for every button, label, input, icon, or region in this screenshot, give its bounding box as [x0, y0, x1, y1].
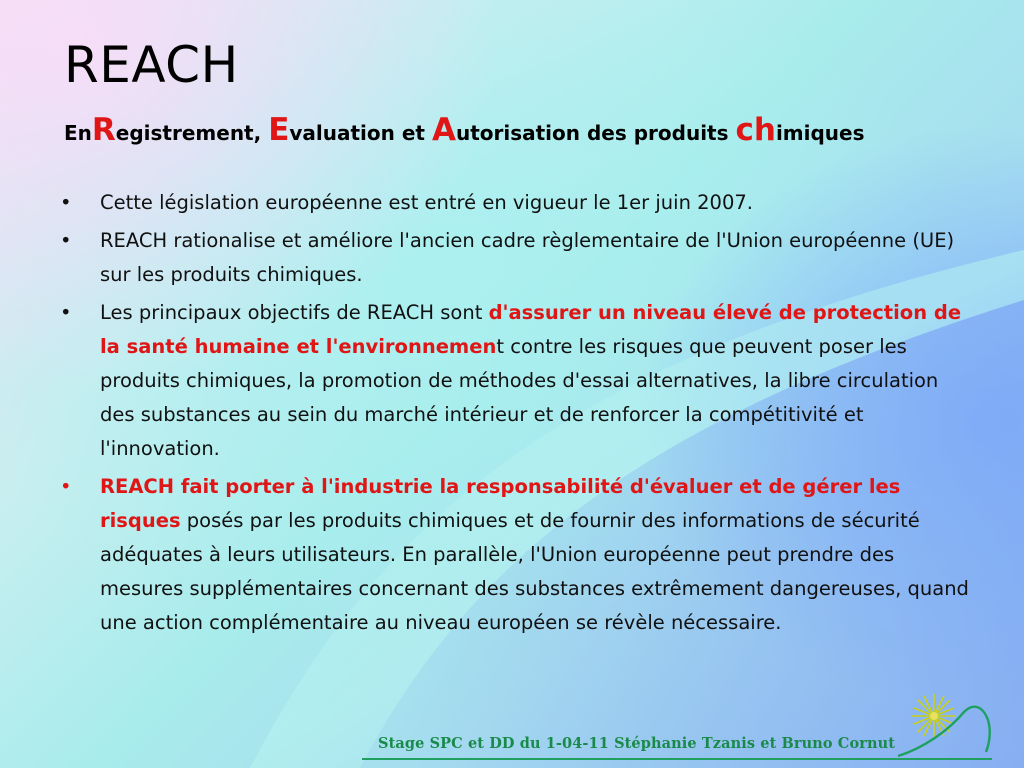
slide-title: REACH: [64, 36, 239, 94]
subtitle-initial-r: R: [91, 112, 116, 148]
subtitle-part: valuation et: [289, 121, 432, 145]
subtitle-part: En: [64, 121, 92, 145]
sun-mountain-logo-icon: [894, 690, 994, 760]
bullet-item: [60, 186, 975, 220]
bullet-marker-red: •: [60, 475, 72, 498]
slide-subtitle: [64, 112, 865, 149]
bullet-text: REACH rationalise et améliore l'ancien cadre règlementaire de l'Union européenne (UE) sur les produits chimiques.: [100, 229, 955, 286]
bullet-text-emphasis: REACH fait porter à l'industrie la responsabilité d'évaluer et de gérer les risques: [100, 475, 901, 532]
bullet-item: [60, 224, 975, 292]
bullet-item: [60, 470, 975, 640]
bullet-text-emphasis: d'assurer un niveau élevé de protection de la santé humaine et l'environnemen: [100, 301, 962, 358]
bullet-marker: •: [60, 191, 72, 214]
bullet-item: [60, 296, 975, 466]
bullet-marker: •: [60, 301, 72, 324]
subtitle-part: utorisation des produits: [455, 121, 736, 145]
bullet-text: t contre les risques que peuvent poser les produits chimiques, la promotion de méthodes d'essai alternatives, la libre circulation des substances au sein du marché intérieur et de renforcer la compétitivité et l'innovation.: [100, 335, 939, 460]
bullet-text: posés par les produits chimiques et de fournir des informations de sécurité adéquates à leurs utilisateurs. En parallèle, l'Union européenne peut prendre des mesures supplémentaires concernant des substances extrêmement dangereuses, quand une action complémentaire au niveau européen se révèle nécessaire.: [100, 509, 969, 634]
subtitle-part: imiques: [775, 121, 865, 145]
bullet-text: Les principaux objectifs de REACH sont: [100, 301, 489, 324]
bullet-text: Cette législation européenne est entré en vigueur le 1er juin 2007.: [100, 191, 753, 214]
subtitle-part: egistrement,: [115, 121, 269, 145]
bullet-marker: •: [60, 229, 72, 252]
subtitle-initial-e: E: [268, 112, 290, 148]
subtitle-initial-a: A: [431, 112, 456, 148]
subtitle-initial-ch: ch: [735, 112, 776, 148]
bullet-list: [60, 186, 975, 644]
footer-credits: Stage SPC et DD du 1-04-11 Stéphanie Tzanis et Bruno Cornut: [378, 735, 896, 752]
